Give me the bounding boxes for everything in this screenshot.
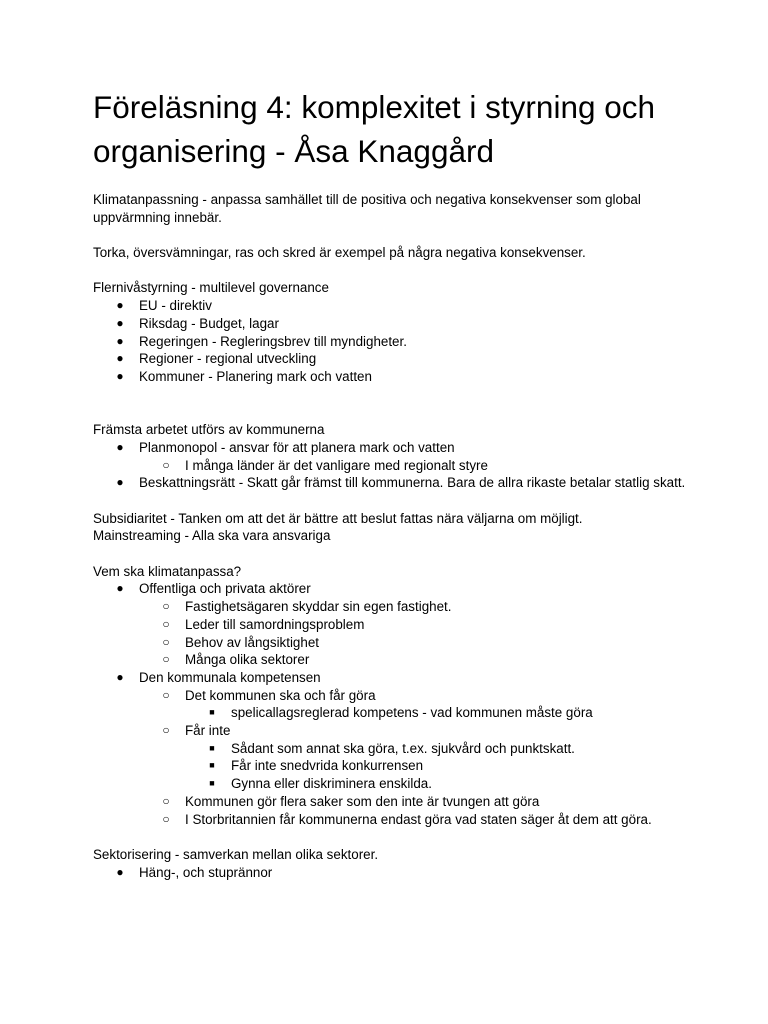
circle-bullet-icon: ○: [162, 652, 170, 667]
bullet-icon: ●: [116, 581, 124, 596]
list-multilevel: [93, 297, 693, 386]
circle-bullet-icon: ○: [162, 599, 170, 614]
list-item: ■ Får inte snedvrida konkurrensen: [93, 757, 693, 775]
list-item: ■ Sådant som annat ska göra, t.ex. sjukvård och punktskatt.: [93, 740, 693, 758]
bullet-icon: ●: [116, 669, 124, 684]
bullet-icon: ●: [116, 439, 124, 454]
list-item: ○ Fastighetsägaren skyddar sin egen fastighet.: [93, 598, 693, 616]
list-item: ■ spelicallagsreglerad kompetens - vad kommunen måste göra: [93, 704, 693, 722]
circle-bullet-icon: ○: [162, 723, 170, 738]
list-item: ● Offentliga och privata aktörer: [93, 580, 693, 598]
paragraph-vem: Vem ska klimatanpassa?: [93, 563, 242, 579]
bullet-icon: ●: [116, 864, 124, 879]
circle-bullet-icon: ○: [162, 634, 170, 649]
list-item: ○ Behov av långsiktighet: [93, 634, 693, 652]
bullet-icon: ●: [116, 369, 124, 383]
list-item: ○ I Storbritannien får kommunerna endast göra vad staten säger åt dem att göra.: [93, 811, 693, 829]
document-body: [93, 191, 693, 881]
square-bullet-icon: ■: [209, 760, 215, 771]
square-bullet-icon: ■: [209, 778, 215, 789]
list-item: ● Regeringen - Regleringsbrev till myndigheter.: [93, 333, 693, 351]
circle-bullet-icon: ○: [162, 687, 170, 702]
paragraph-kommunerna: Främsta arbetet utförs av kommunerna: [93, 422, 325, 438]
list-vem: [93, 580, 693, 828]
list-item: ● Kommuner - Planering mark och vatten: [93, 368, 693, 386]
list-item: ○ Kommunen gör flera saker som den inte är tvungen att göra: [93, 793, 693, 811]
square-bullet-icon: ■: [209, 707, 215, 718]
paragraph-sektorisering: Sektorisering - samverkan mellan olika sektorer.: [93, 846, 379, 862]
list-item: ● Planmonopol - ansvar för att planera mark och vatten: [93, 439, 693, 457]
list-item: ○ Det kommunen ska och får göra: [93, 687, 693, 705]
list-item: ○ I många länder är det vanligare med regionalt styre: [93, 457, 693, 475]
paragraph-subsidiaritet: Subsidiaritet - Tanken om att det är bättre att beslut fattas nära väljarna om möjligt.: [93, 510, 583, 526]
list-item: ● Den kommunala kompetensen: [93, 669, 693, 687]
square-bullet-icon: ■: [209, 742, 215, 753]
bullet-icon: ●: [116, 333, 124, 348]
list-item: ● Beskattningsrätt - Skatt går främst till kommunerna. Bara de allra rikaste betalar statlig skatt.: [93, 474, 693, 492]
bullet-icon: ●: [116, 315, 124, 330]
paragraph-konsekvenser: Torka, översvämningar, ras och skred är exempel på några negativa konsekvenser.: [93, 245, 586, 261]
list-item: ○ Får inte: [93, 722, 693, 740]
list-kommunerna: [93, 439, 693, 492]
list-item: ■ Gynna eller diskriminera enskilda.: [93, 775, 693, 793]
paragraph-flernivastyrning: Flernivåstyrning - multilevel governance: [93, 280, 329, 296]
list-item: ● Riksdag - Budget, lagar: [93, 315, 693, 333]
list-item: ○ Leder till samordningsproblem: [93, 616, 693, 634]
list-item: ● EU - direktiv: [93, 297, 693, 315]
paragraph-mainstreaming: Mainstreaming - Alla ska vara ansvariga: [93, 528, 331, 544]
bullet-icon: ●: [116, 298, 124, 313]
list-item: ○ Många olika sektorer: [93, 651, 693, 669]
circle-bullet-icon: ○: [162, 616, 170, 631]
circle-bullet-icon: ○: [162, 457, 170, 472]
list-sektorisering: [93, 864, 693, 882]
bullet-icon: ●: [116, 475, 124, 490]
document-title: Föreläsning 4: komplexitet i styrning och organisering - Åsa Knaggård: [93, 89, 656, 169]
list-item: ● Regioner - regional utveckling: [93, 350, 693, 368]
paragraph-klimatanpassning: Klimatanpassning - anpassa samhället till de positiva och negativa konsekvenser som global uppvärmning innebär.: [93, 192, 641, 225]
list-item: ● Häng-, och stuprännor: [93, 864, 693, 882]
circle-bullet-icon: ○: [162, 811, 170, 826]
bullet-icon: ●: [116, 351, 124, 366]
circle-bullet-icon: ○: [162, 793, 170, 808]
